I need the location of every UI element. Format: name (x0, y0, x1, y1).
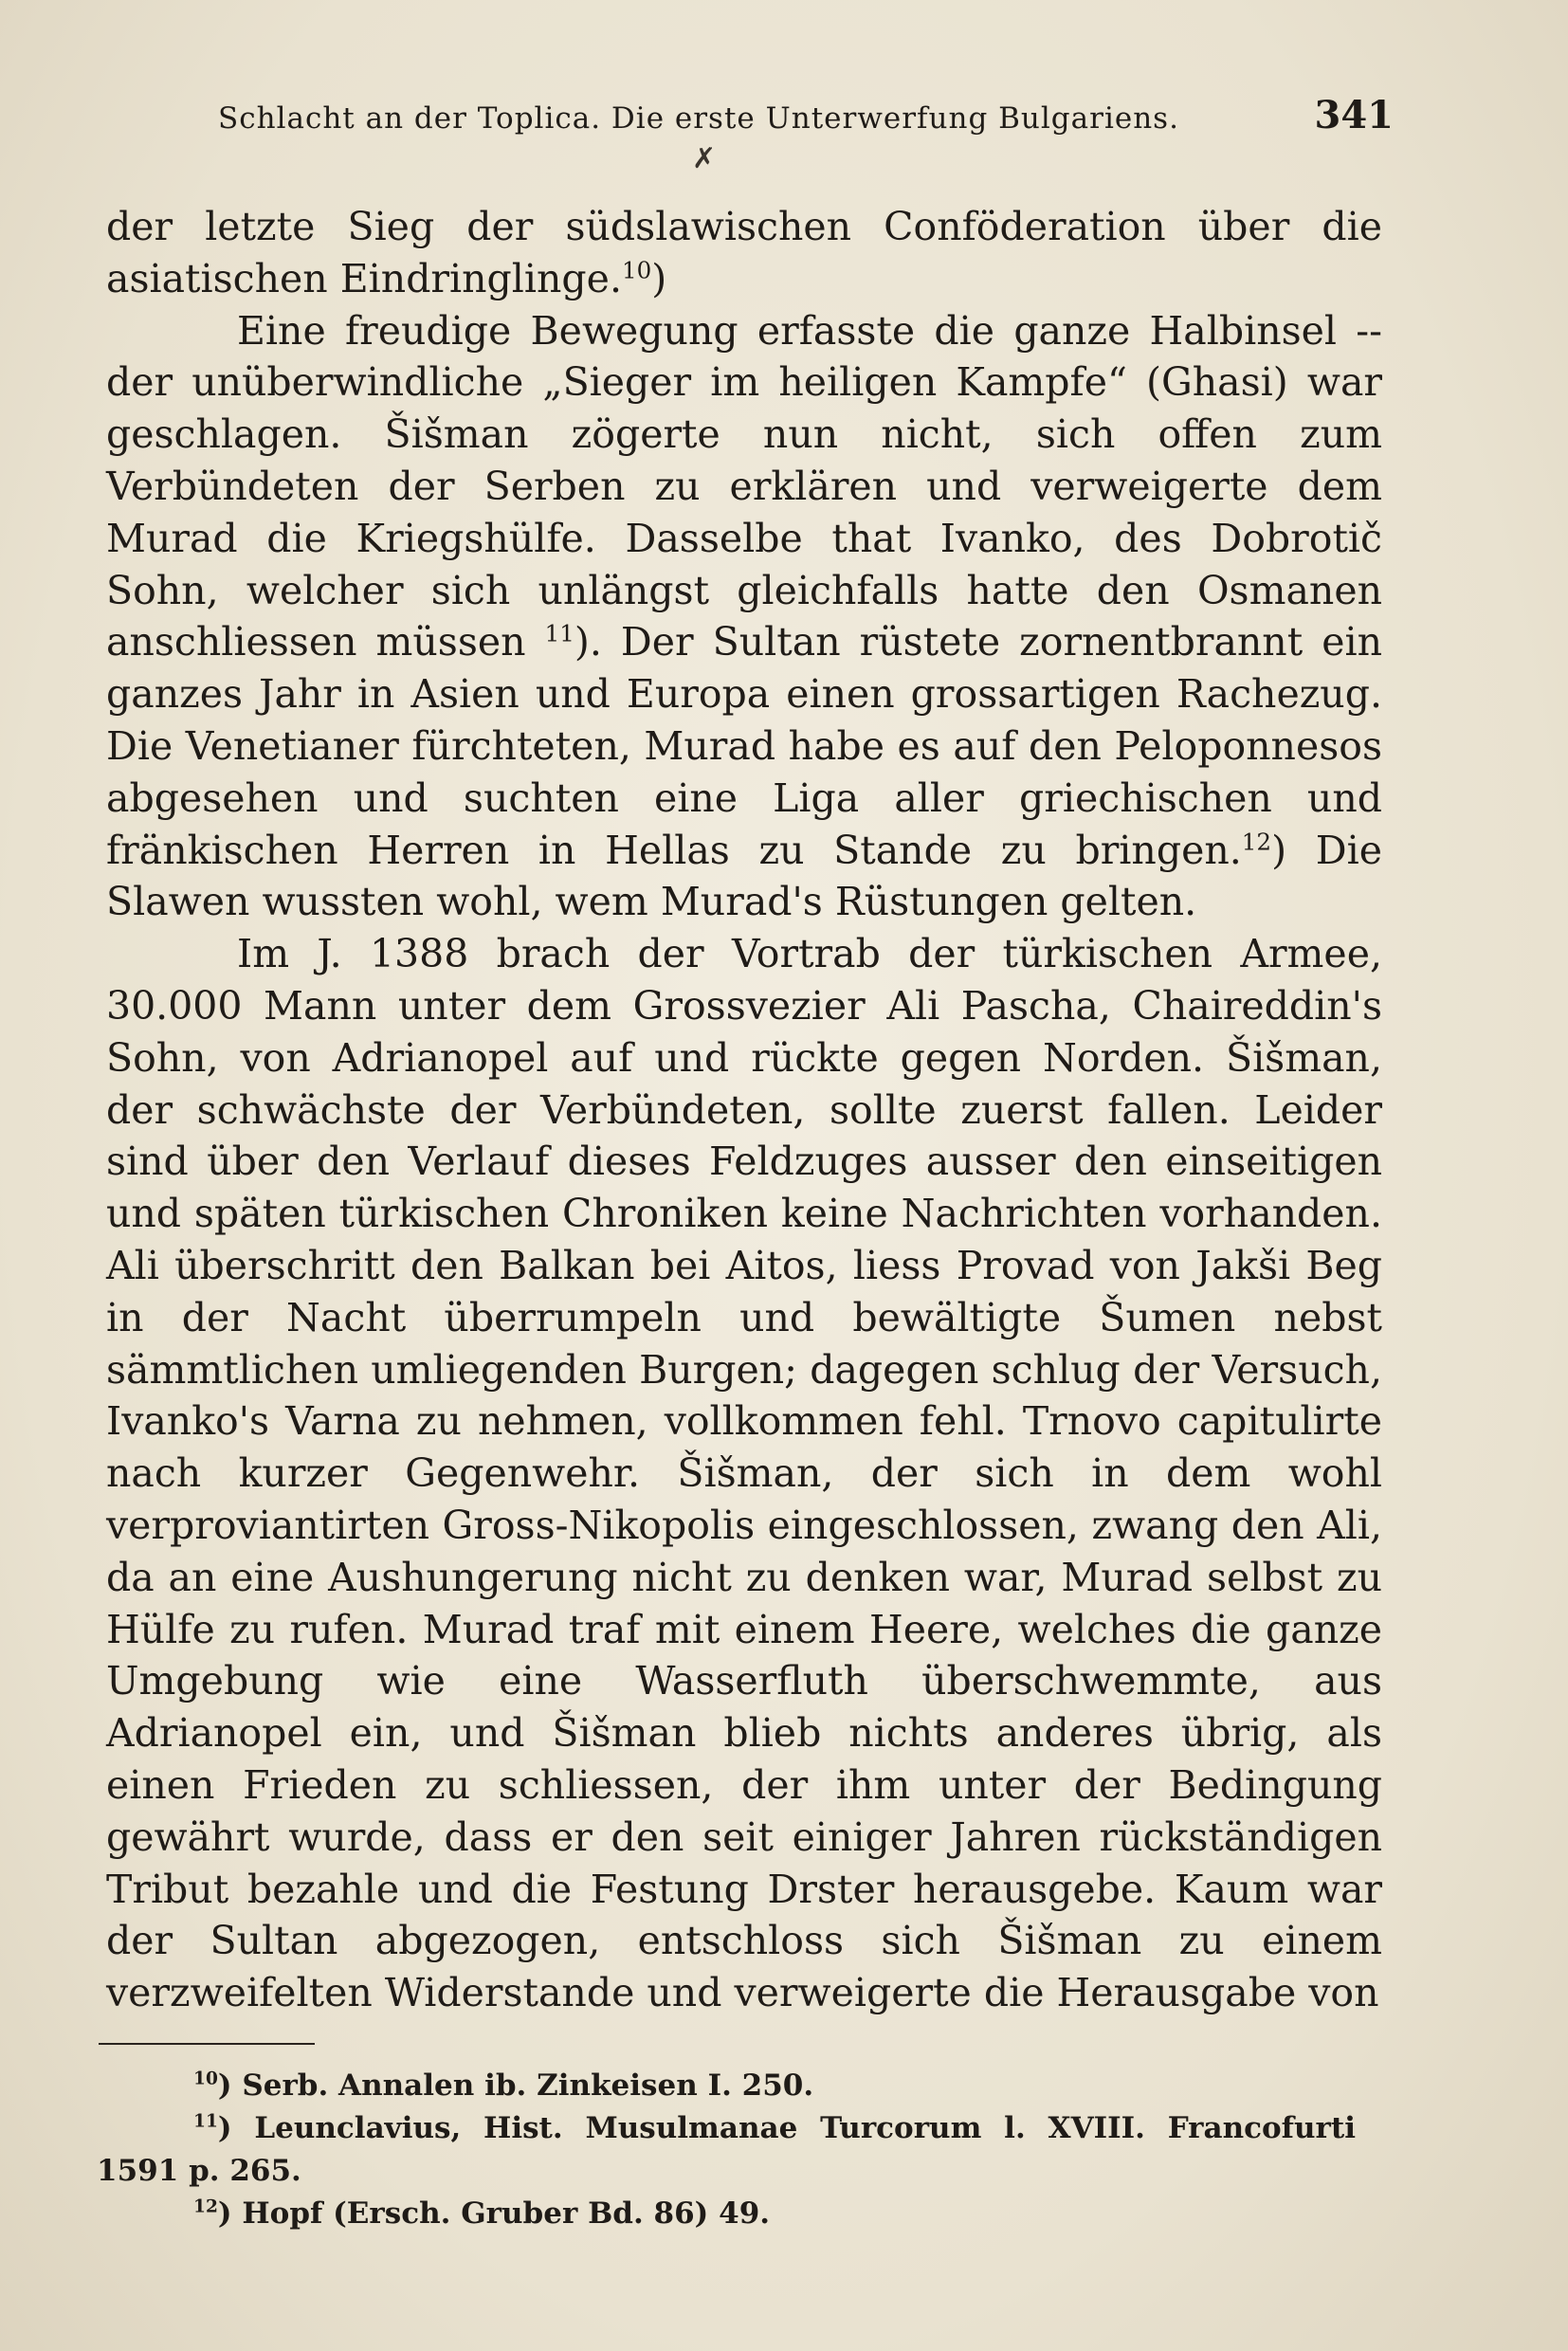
body-text (106, 201, 1382, 2019)
footnotes (97, 2065, 1356, 2235)
footnote (97, 2193, 1356, 2235)
running-head: Schlacht an der Toplica. Die erste Unterwerfung Bulgariens. (218, 101, 1179, 136)
paragraph (106, 928, 1382, 2019)
paragraph-text: ) Die Slawen wussten wohl, wem Murad's Rüstungen gelten. (106, 827, 1382, 925)
footnote (97, 2107, 1356, 2193)
paragraph (106, 201, 1382, 305)
page-number: 341 (1314, 93, 1394, 137)
footnote-number: 11 (193, 2111, 218, 2132)
footnote (97, 2065, 1356, 2107)
footnote-text: ) Leunclavius, Hist. Musulmanae Turcorum l. XVIII. Francofurti 1591 p. 265. (97, 2111, 1356, 2188)
stray-pen-mark: ✗ (692, 142, 717, 175)
footnote-reference: 12 (1241, 827, 1272, 855)
paragraph-text: der letzte Sieg der südslawischen Conföderation über die asiatischen Eindringlinge. (106, 204, 1382, 301)
paragraph-text: Eine freudige Bewegung erfasste die ganze Halbinsel -- der unüberwindliche „Sieger im heiligen Kampfe“ (Ghasi) war geschlagen. Šišman zögerte nun nicht, sich offen zum Verbündeten der Serben zu erklären und verweigerte dem Murad die Kriegshülfe. Dasselbe that Ivanko, des Dobrotič Sohn, welcher sich unlängst gleichfalls hatte den Osmanen anschliessen müssen (106, 307, 1382, 665)
paragraph-text: Im J. 1388 brach der Vortrab der türkischen Armee, 30.000 Mann unter dem Grossvezier Ali Pascha, Chaireddin's Sohn, von Adrianopel auf und rückte gegen Norden. Šišman, der schwächste der Verbündeten, sollte zuerst fallen. Leider sind über den Verlauf dieses Feldzuges ausser den einseitigen und späten türkischen Chroniken keine Nachrichten vorhanden. Ali überschritt den Balkan bei Aitos, liess Provad von Jakši Beg in der Nacht überrumpeln und bewältigte Šumen nebst sämmtlichen umliegenden Burgen; dagegen schlug der Versuch, Ivanko's Varna zu nehmen, vollkommen fehl. Trnovo capitulirte nach kurzer Gegenwehr. Šišman, der sich in dem wohl verproviantirten Gross-Nikopolis eingeschlossen, zwang den Ali, da an eine Aushungerung nicht zu denken war, Murad selbst zu Hülfe zu rufen. Murad traf mit einem Heere, welches die ganze Umgebung wie eine Wasserfluth überschwemmte, aus Adrianopel ein, und Šišman blieb nichts anderes übrig, als einen Frieden zu schliessen, der ihm unter der Bedingung gewährt wurde, dass er den seit einiger Jahren rückständigen Tribut bezahle und die Festung Drster herausgebe. Kaum war der Sultan abgezogen, entschloss sich Šišman zu einem verzweifelten Widerstande und verweigerte die Herausgabe von (106, 931, 1382, 2016)
footnote-rule (99, 2043, 315, 2045)
footnote-text: ) Hopf (Ersch. Gruber Bd. 86) 49. (217, 2196, 771, 2231)
footnote-text: ) Serb. Annalen ib. Zinkeisen I. 250. (217, 2069, 814, 2103)
footnote-reference: 11 (544, 619, 574, 647)
footnote-number: 12 (193, 2196, 218, 2217)
footnote-number: 10 (193, 2069, 218, 2089)
page-header (218, 93, 1394, 137)
paragraph-text: ) (651, 255, 667, 301)
paragraph-text: ). Der Sultan rüstete zornentbrannt ein ganzes Jahr in Asien und Europa einen grossartigen Rachezug. Die Venetianer fürchteten, Murad habe es auf den Peloponnesos abgesehen und suchten eine Liga aller griechischen und fränkischen Herren in Hellas zu Stande zu bringen. (106, 619, 1382, 873)
paragraph (106, 305, 1382, 929)
footnote-reference: 10 (621, 256, 652, 284)
